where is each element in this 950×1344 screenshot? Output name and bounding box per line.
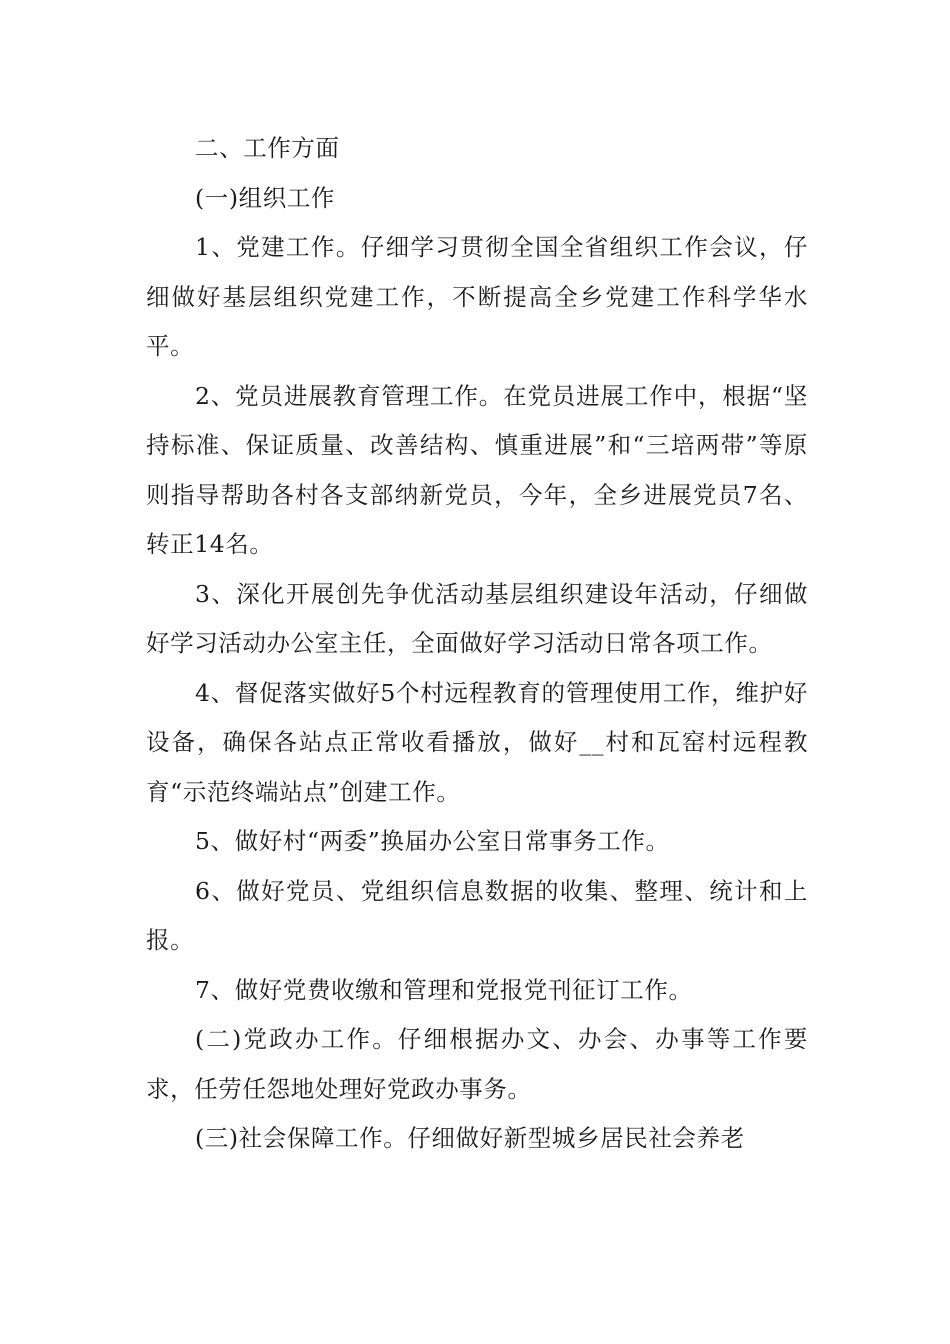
paragraph-party-building: 1、党建工作。仔细学习贯彻全国全省组织工作会议，仔细做好基层组织党建工作，不断提高全乡党建工作科学华水平。 bbox=[146, 233, 808, 360]
paragraph-excellence-campaign: 3、深化开展创先争优活动基层组织建设年活动，仔细做好学习活动办公室主任，全面做好学习活动日常各项工作。 bbox=[146, 579, 808, 657]
paragraph-office-work: (二)党政办工作。仔细根据办文、办会、办事等工作要求，任劳任怨地处理好党政办事务。 bbox=[146, 1025, 808, 1103]
paragraph-party-member-education: 2、党员进展教育管理工作。在党员进展工作中，根据“坚持标准、保证质量、改善结构、慎重进展”和“三培两带”等原则指导帮助各村各支部纳新党员，今年，全乡进展党员7名、转正14名。 bbox=[146, 381, 808, 558]
paragraph-party-dues: 7、做好党费收缴和管理和党报党刊征订工作。 bbox=[195, 975, 693, 1004]
paragraph-village-election: 5、做好村“两委”换届办公室日常事务工作。 bbox=[195, 827, 670, 855]
subsection-heading-organization: (一)组织工作 bbox=[195, 183, 336, 212]
paragraph-social-security: (三)社会保障工作。仔细做好新型城乡居民社会养老 bbox=[195, 1124, 745, 1152]
paragraph-data-collection: 6、做好党员、党组织信息数据的收集、整理、统计和上报。 bbox=[146, 876, 808, 954]
document-body bbox=[146, 124, 808, 1164]
section-heading-work: 二、工作方面 bbox=[195, 134, 340, 162]
paragraph-remote-education: 4、督促落实做好5个村远程教育的管理使用工作，维护好设备，确保各站点正常收看播放，做好__村和瓦窑村远程教育“示范终端站点”创建工作。 bbox=[146, 678, 808, 806]
